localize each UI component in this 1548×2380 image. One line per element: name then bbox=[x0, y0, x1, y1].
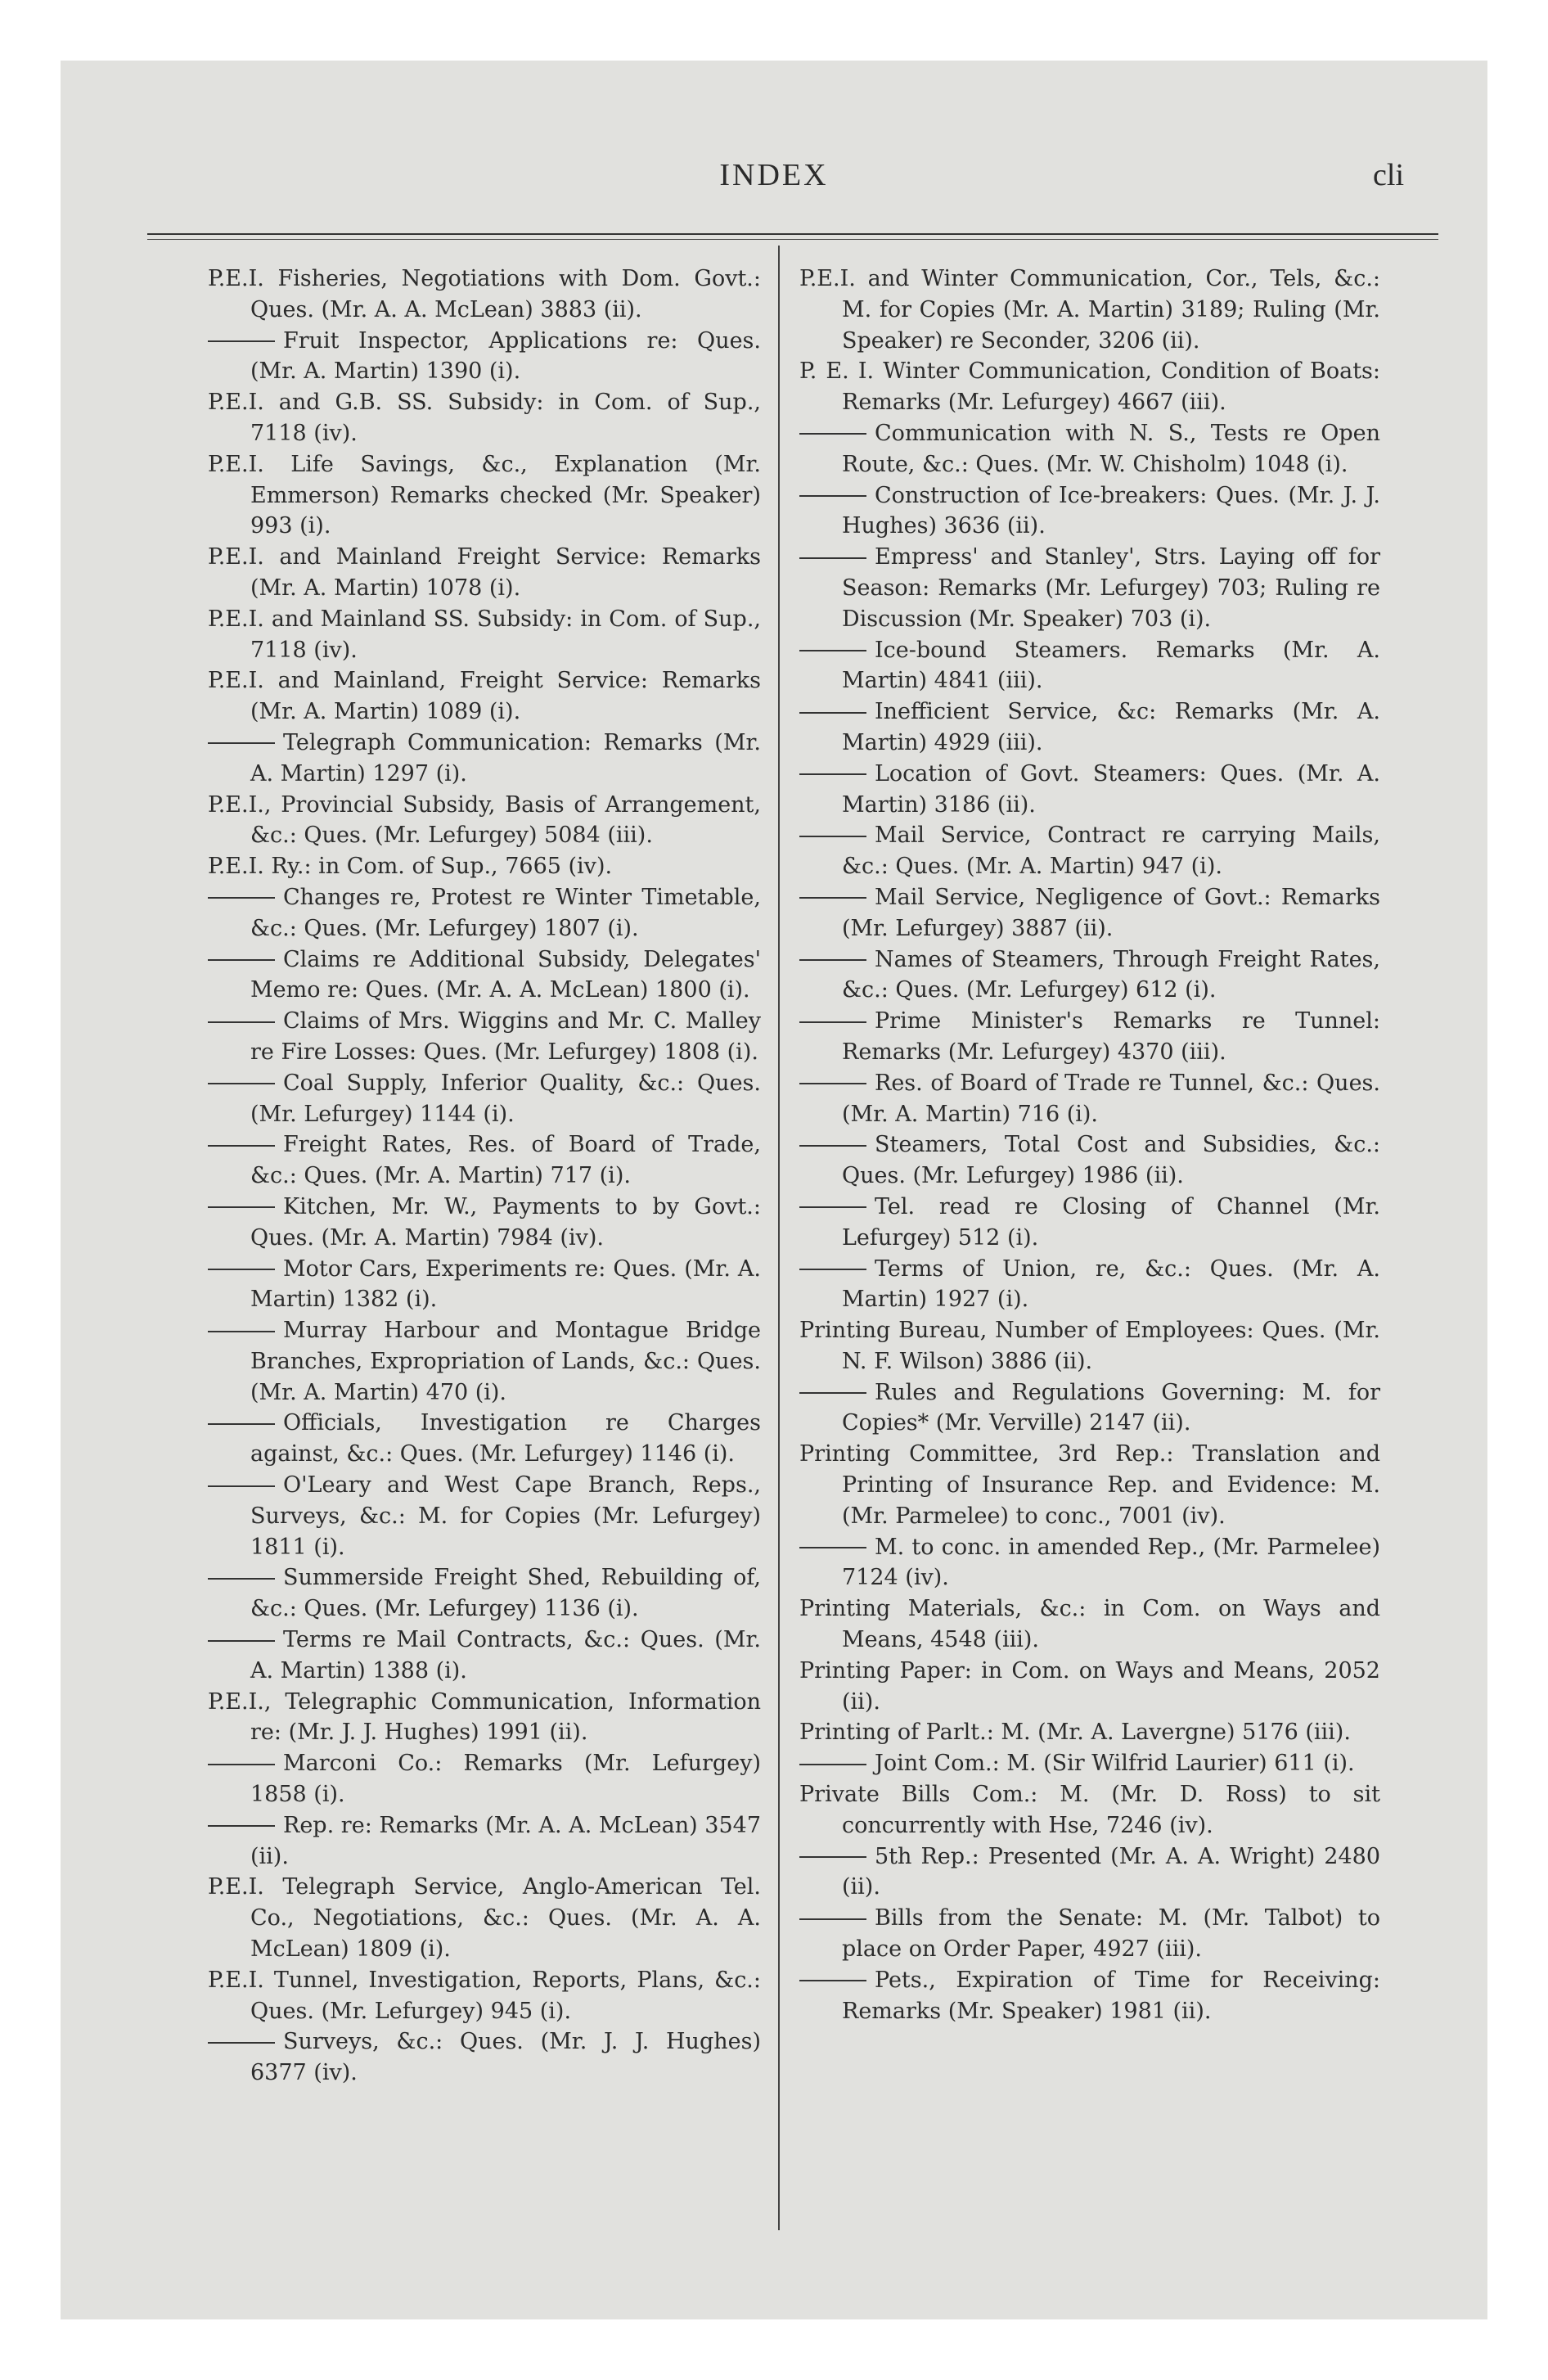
entry-text: Freight Rates, Res. of Board of Trade, &c.: Ques. (Mr. A. Martin) 717 (i). bbox=[250, 1132, 761, 1189]
index-subentry bbox=[799, 1129, 1380, 1192]
entry-text: Prime Minister's Remarks re Tunnel: Remarks (Mr. Lefurgey) 4370 (iii). bbox=[842, 1008, 1380, 1065]
index-subentry bbox=[208, 1254, 761, 1316]
ditto-dash bbox=[799, 959, 866, 961]
index-subentry bbox=[799, 418, 1380, 480]
entry-text: Claims of Mrs. Wiggins and Mr. C. Malley re Fire Losses: Ques. (Mr. Lefurgey) 1808 (i). bbox=[250, 1008, 761, 1065]
index-entry bbox=[799, 1593, 1380, 1656]
index-subentry bbox=[799, 635, 1380, 697]
index-subentry bbox=[799, 1532, 1380, 1594]
index-subentry bbox=[799, 820, 1380, 882]
entry-text: Pets., Expiration of Time for Receiving: Remarks (Mr. Speaker) 1981 (ii). bbox=[842, 1967, 1380, 2024]
entry-text: P.E.I. Life Savings, &c., Explanation (Mr. Emmerson) Remarks checked (Mr. Speaker) 993 (i). bbox=[208, 451, 761, 539]
entry-text: Officials, Investigation re Charges against, &c.: Ques. (Mr. Lefurgey) 1146 (i). bbox=[250, 1410, 761, 1467]
ditto-dash bbox=[208, 1145, 275, 1147]
ditto-dash bbox=[208, 1485, 275, 1487]
index-entry bbox=[799, 356, 1380, 418]
index-subentry bbox=[799, 542, 1380, 634]
entry-text: M. to conc. in amended Rep., (Mr. Parmelee) 7124 (iv). bbox=[842, 1534, 1380, 1591]
index-subentry bbox=[208, 1315, 761, 1408]
ditto-dash bbox=[799, 1980, 866, 1981]
index-subentry bbox=[208, 326, 761, 388]
entry-text: Rules and Regulations Governing: M. for Copies* (Mr. Verville) 2147 (ii). bbox=[842, 1379, 1380, 1436]
ditto-dash bbox=[799, 495, 866, 497]
entry-text: Claims re Additional Subsidy, Delegates' Memo re: Ques. (Mr. A. A. McLean) 1800 (i). bbox=[250, 946, 761, 1003]
ditto-dash bbox=[799, 1547, 866, 1548]
index-entry bbox=[208, 665, 761, 728]
entry-text: Inefficient Service, &c: Remarks (Mr. A. Martin) 4929 (iii). bbox=[842, 699, 1380, 755]
entry-text: Printing of Parlt.: M. (Mr. A. Lavergne) 5176 (iii). bbox=[799, 1720, 1351, 1746]
index-entry bbox=[208, 449, 761, 542]
index-subentry bbox=[208, 1562, 761, 1625]
index-subentry bbox=[799, 1377, 1380, 1440]
page-number: cli bbox=[1373, 158, 1404, 192]
entry-text: P.E.I. Telegraph Service, Anglo-American Tel. Co., Negotiations, &c.: Ques. (Mr. A. A. McLean) 1809 (i). bbox=[208, 1874, 761, 1963]
ditto-dash bbox=[208, 1640, 275, 1642]
index-subentry bbox=[799, 480, 1380, 543]
entry-text: P.E.I., Telegraphic Communication, Information re: (Mr. J. J. Hughes) 1991 (ii). bbox=[208, 1688, 761, 1746]
index-subentry bbox=[799, 882, 1380, 944]
index-subentry bbox=[799, 1006, 1380, 1068]
left-column bbox=[208, 264, 761, 2089]
entry-text: Fruit Inspector, Applications re: Ques. (Mr. A. Martin) 1390 (i). bbox=[250, 327, 761, 385]
entry-text: Motor Cars, Experiments re: Ques. (Mr. A. Martin) 1382 (i). bbox=[250, 1255, 761, 1313]
entry-text: Bills from the Senate: M. (Mr. Talbot) to place on Order Paper, 4927 (iii). bbox=[842, 1905, 1380, 1963]
entry-text: P.E.I. Ry.: in Com. of Sup., 7665 (iv). bbox=[208, 854, 613, 880]
entry-text: Rep. re: Remarks (Mr. A. A. McLean) 3547 (ii). bbox=[250, 1812, 761, 1869]
entry-text: Telegraph Communication: Remarks (Mr. A. Martin) 1297 (i). bbox=[250, 729, 761, 787]
entry-text: Names of Steamers, Through Freight Rates, &c.: Ques. (Mr. Lefurgey) 612 (i). bbox=[842, 946, 1380, 1003]
ditto-dash bbox=[208, 1764, 275, 1765]
entry-text: Marconi Co.: Remarks (Mr. Lefurgey) 1858 (i). bbox=[250, 1751, 761, 1808]
index-subentry bbox=[208, 1470, 761, 1562]
entry-text: Steamers, Total Cost and Subsidies, &c.: Ques. (Mr. Lefurgey) 1986 (ii). bbox=[842, 1132, 1380, 1189]
entry-text: Communication with N. S., Tests re Open Route, &c.: Ques. (Mr. W. Chisholm) 1048 (i). bbox=[842, 420, 1380, 477]
ditto-dash bbox=[208, 1083, 275, 1084]
entry-text: P. E. I. Winter Communication, Condition of Boats: Remarks (Mr. Lefurgey) 4667 (iii). bbox=[799, 358, 1380, 416]
index-page bbox=[61, 61, 1487, 2319]
entry-text: Private Bills Com.: M. (Mr. D. Ross) to sit concurrently with Hse, 7246 (iv). bbox=[799, 1782, 1380, 1838]
entry-text: Joint Com.: M. (Sir Wilfrid Laurier) 611 (i). bbox=[875, 1751, 1355, 1777]
ditto-dash bbox=[799, 1145, 866, 1147]
entry-text: Printing Committee, 3rd Rep.: Translation and Printing of Insurance Rep. and Evidence: M. (Mr. Parmelee) to conc., 7001 (iv). bbox=[799, 1441, 1380, 1529]
ditto-dash bbox=[208, 2042, 275, 2044]
index-entry bbox=[208, 1687, 761, 1749]
right-column bbox=[799, 264, 1380, 2026]
ditto-dash bbox=[799, 1021, 866, 1023]
index-subentry bbox=[208, 944, 761, 1007]
entry-text: Res. of Board of Trade re Tunnel, &c.: Ques. (Mr. A. Martin) 716 (i). bbox=[842, 1070, 1380, 1127]
entry-text: Murray Harbour and Montague Bridge Branches, Expropriation of Lands, &c.: Ques. (Mr. A. Martin) 470 (i). bbox=[250, 1318, 761, 1405]
index-entry bbox=[799, 1779, 1380, 1841]
ditto-dash bbox=[799, 1918, 866, 1920]
index-subentry bbox=[208, 1068, 761, 1130]
index-subentry bbox=[208, 1810, 761, 1873]
index-subentry bbox=[208, 1625, 761, 1687]
index-subentry bbox=[208, 728, 761, 790]
entry-text: Terms of Union, re, &c.: Ques. (Mr. A. Martin) 1927 (i). bbox=[842, 1255, 1380, 1313]
ditto-dash bbox=[208, 1269, 275, 1270]
index-entry bbox=[208, 604, 761, 666]
ditto-dash bbox=[799, 1083, 866, 1084]
entry-text: P.E.I. and Mainland SS. Subsidy: in Com. of Sup., 7118 (iv). bbox=[208, 606, 761, 663]
entry-text: Coal Supply, Inferior Quality, &c.: Ques. (Mr. Lefurgey) 1144 (i). bbox=[250, 1070, 761, 1127]
entry-text: P.E.I. Tunnel, Investigation, Reports, Plans, &c.: Ques. (Mr. Lefurgey) 945 (i). bbox=[208, 1967, 761, 2024]
ditto-dash bbox=[799, 712, 866, 714]
entry-text: Printing Paper: in Com. on Ways and Means, 2052 (ii). bbox=[799, 1657, 1380, 1715]
entry-text: Mail Service, Contract re carrying Mails, &c.: Ques. (Mr. A. Martin) 947 (i). bbox=[842, 823, 1380, 880]
entry-text: P.E.I., Provincial Subsidy, Basis of Arrangement, &c.: Ques. (Mr. Lefurgey) 5084 (iii). bbox=[208, 791, 761, 849]
entry-text: Mail Service, Negligence of Govt.: Remarks (Mr. Lefurgey) 3887 (ii). bbox=[842, 884, 1380, 941]
entry-text: Empress' and Stanley', Strs. Laying off for Season: Remarks (Mr. Lefurgey) 703; Ruling re Discussion (Mr. Speaker) 703 (i). bbox=[842, 544, 1380, 632]
ditto-dash bbox=[208, 1423, 275, 1425]
ditto-dash bbox=[799, 1856, 866, 1858]
ditto-dash bbox=[799, 1392, 866, 1394]
index-subentry bbox=[799, 944, 1380, 1007]
index-title: INDEX bbox=[719, 158, 829, 192]
ditto-dash bbox=[799, 650, 866, 651]
ditto-dash bbox=[799, 1269, 866, 1270]
index-entry bbox=[799, 1315, 1380, 1377]
index-subentry bbox=[208, 2026, 761, 2089]
entry-text: 5th Rep.: Presented (Mr. A. A. Wright) 2480 (ii). bbox=[842, 1843, 1380, 1900]
entry-text: P.E.I. and Winter Communication, Cor., Tels, &c.: M. for Copies (Mr. A. Martin) 3189; Ruling (Mr. Speaker) re Seconder, 3206 (ii). bbox=[799, 266, 1380, 354]
index-subentry bbox=[208, 1006, 761, 1068]
entry-text: Summerside Freight Shed, Rebuilding of, &c.: Ques. (Mr. Lefurgey) 1136 (i). bbox=[250, 1565, 761, 1622]
index-entry bbox=[799, 264, 1380, 356]
entry-text: Surveys, &c.: Ques. (Mr. J. J. Hughes) 6377 (iv). bbox=[250, 2029, 761, 2086]
index-entry bbox=[208, 1872, 761, 1964]
index-subentry bbox=[799, 1841, 1380, 1904]
ditto-dash bbox=[799, 557, 866, 559]
index-entry bbox=[208, 851, 761, 882]
entry-text: Tel. read re Closing of Channel (Mr. Lefurgey) 512 (i). bbox=[842, 1193, 1380, 1251]
index-subentry bbox=[799, 1068, 1380, 1130]
index-entry bbox=[799, 1439, 1380, 1531]
entry-text: P.E.I. and Mainland Freight Service: Remarks (Mr. A. Martin) 1078 (i). bbox=[208, 544, 761, 601]
entry-text: O'Leary and West Cape Branch, Reps., Surveys, &c.: M. for Copies (Mr. Lefurgey) 1811 (i). bbox=[250, 1472, 761, 1560]
index-subentry bbox=[208, 882, 761, 944]
entry-text: Printing Materials, &c.: in Com. on Ways and Means, 4548 (iii). bbox=[799, 1596, 1380, 1653]
index-subentry bbox=[799, 1254, 1380, 1316]
entry-text: Ice-bound Steamers. Remarks (Mr. A. Martin) 4841 (iii). bbox=[842, 637, 1380, 694]
entry-text: P.E.I. Fisheries, Negotiations with Dom. Govt.: Ques. (Mr. A. A. McLean) 3883 (ii). bbox=[208, 266, 761, 322]
index-entry bbox=[208, 264, 761, 326]
ditto-dash bbox=[208, 742, 275, 744]
entry-text: P.E.I. and Mainland, Freight Service: Remarks (Mr. A. Martin) 1089 (i). bbox=[208, 668, 761, 725]
ditto-dash bbox=[799, 836, 866, 837]
index-subentry bbox=[799, 1748, 1380, 1779]
ditto-dash bbox=[799, 1206, 866, 1208]
index-subentry bbox=[799, 1192, 1380, 1254]
ditto-dash bbox=[208, 1331, 275, 1332]
ditto-dash bbox=[208, 340, 275, 342]
entry-text: Changes re, Protest re Winter Timetable, &c.: Ques. (Mr. Lefurgey) 1807 (i). bbox=[250, 884, 761, 941]
column-divider bbox=[778, 246, 780, 2230]
entry-text: Printing Bureau, Number of Employees: Ques. (Mr. N. F. Wilson) 3886 (ii). bbox=[799, 1318, 1380, 1374]
entry-text: P.E.I. and G.B. SS. Subsidy: in Com. of Sup., 7118 (iv). bbox=[208, 390, 761, 446]
ditto-dash bbox=[208, 1825, 275, 1827]
index-entry bbox=[799, 1656, 1380, 1718]
ditto-dash bbox=[799, 897, 866, 899]
header-rule-thin bbox=[147, 239, 1438, 240]
index-entry bbox=[208, 1965, 761, 2027]
entry-text: Construction of Ice-breakers: Ques. (Mr. J. J. Hughes) 3636 (ii). bbox=[842, 482, 1380, 539]
ditto-dash bbox=[799, 773, 866, 775]
ditto-dash bbox=[208, 897, 275, 899]
index-entry bbox=[208, 542, 761, 604]
header-rule-thick bbox=[147, 233, 1438, 235]
ditto-dash bbox=[208, 1578, 275, 1580]
index-subentry bbox=[799, 1903, 1380, 1965]
index-subentry bbox=[799, 759, 1380, 821]
index-subentry bbox=[799, 1965, 1380, 2027]
index-subentry bbox=[799, 696, 1380, 759]
index-subentry bbox=[208, 1192, 761, 1254]
index-entry bbox=[208, 790, 761, 852]
index-subentry bbox=[208, 1408, 761, 1470]
index-entry bbox=[208, 387, 761, 449]
index-entry bbox=[799, 1717, 1380, 1748]
ditto-dash bbox=[208, 959, 275, 961]
index-subentry bbox=[208, 1748, 761, 1810]
ditto-dash bbox=[799, 433, 866, 435]
running-head bbox=[61, 157, 1487, 206]
index-subentry bbox=[208, 1129, 761, 1192]
ditto-dash bbox=[208, 1206, 275, 1208]
entry-text: Location of Govt. Steamers: Ques. (Mr. A. Martin) 3186 (ii). bbox=[842, 760, 1380, 818]
entry-text: Kitchen, Mr. W., Payments to by Govt.: Ques. (Mr. A. Martin) 7984 (iv). bbox=[250, 1193, 761, 1251]
entry-text: Terms re Mail Contracts, &c.: Ques. (Mr. A. Martin) 1388 (i). bbox=[250, 1627, 761, 1684]
ditto-dash bbox=[799, 1764, 866, 1765]
ditto-dash bbox=[208, 1021, 275, 1023]
